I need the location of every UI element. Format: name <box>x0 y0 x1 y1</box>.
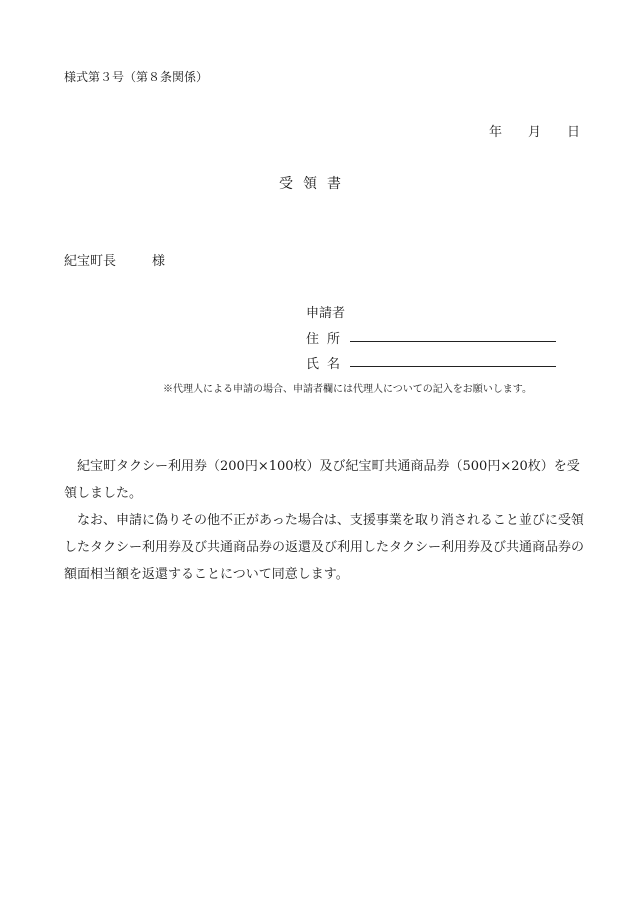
name-label: 氏名 <box>306 357 349 372</box>
form-number: 様式第３号（第８条関係） <box>64 70 209 84</box>
address-row <box>306 328 348 347</box>
name-row <box>306 353 348 372</box>
proxy-note: ※代理人による申請の場合、申請者欄には代理人についての記入をお願いします。 <box>163 384 532 395</box>
date-line <box>463 121 580 140</box>
document-title: 受領書 <box>279 176 351 192</box>
recipient-name: 紀宝町長 <box>64 254 117 269</box>
date-day-label: 日 <box>566 125 580 140</box>
body-text <box>64 453 584 588</box>
recipient-honorific: 様 <box>152 254 166 269</box>
body-paragraph-1: 紀宝町タクシー利用券（200円×100枚）及び紀宝町共通商品券（500円×20枚）を受領しました。 <box>64 459 580 501</box>
address-label: 住所 <box>306 332 349 347</box>
address-field[interactable] <box>350 341 556 342</box>
applicant-heading: 申請者 <box>306 306 346 321</box>
name-field[interactable] <box>350 366 556 367</box>
date-month-label: 月 <box>527 125 541 140</box>
recipient <box>64 250 165 269</box>
date-year-label: 年 <box>488 125 502 140</box>
body-paragraph-2: なお、申請に偽りその他不正があった場合は、支援事業を取り消されること並びに受領したタクシー利用券及び共通商品券の返還及び利用したタクシー利用券及び共通商品券の額面相当額を返還することについて同意します。 <box>64 513 585 582</box>
